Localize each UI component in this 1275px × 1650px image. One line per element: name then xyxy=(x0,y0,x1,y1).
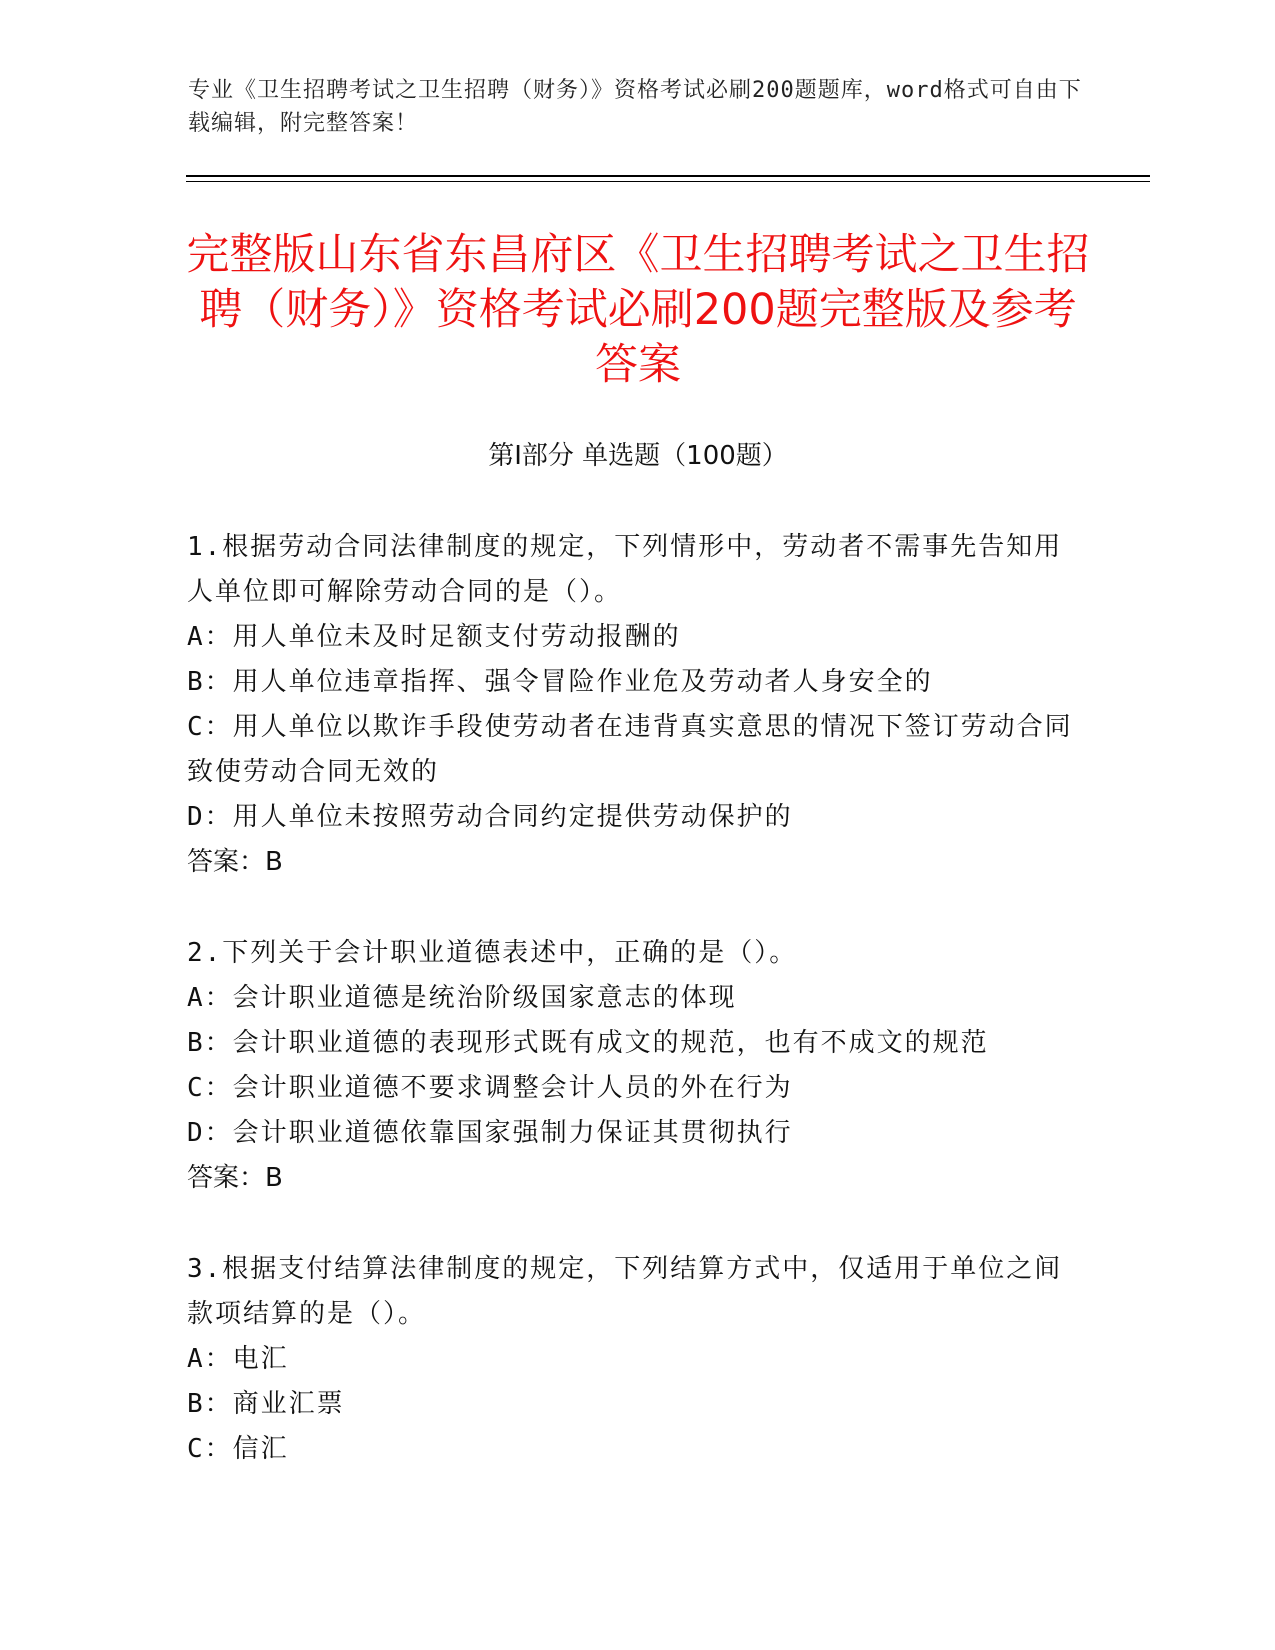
option-d: D：用人单位未按照劳动合同约定提供劳动保护的 xyxy=(187,802,793,832)
option-b: B：用人单位违章指挥、强令冒险作业危及劳动者人身安全的 xyxy=(187,667,933,697)
header-divider-thin xyxy=(186,181,1150,182)
header-divider-thick xyxy=(186,175,1150,177)
option-c: C：用人单位以欺诈手段使劳动者在违背真实意思的情况下签订劳动合同致使劳动合同无效的 xyxy=(187,712,1073,787)
header-note: 专业《卫生招聘考试之卫生招聘（财务）》资格考试必刷200题题库，word格式可自由下载编辑，附完整答案！ xyxy=(188,78,1082,136)
question-1 xyxy=(187,525,1077,885)
option-b: B：商业汇票 xyxy=(187,1389,345,1419)
option-a: A：用人单位未及时足额支付劳动报酬的 xyxy=(187,622,681,652)
option-a: A：会计职业道德是统治阶级国家意志的体现 xyxy=(187,983,737,1013)
question-2 xyxy=(187,931,1077,1201)
option-b: B：会计职业道德的表现形式既有成文的规范，也有不成文的规范 xyxy=(187,1028,989,1058)
question-3 xyxy=(187,1247,1077,1472)
option-d: D：会计职业道德依靠国家强制力保证其贯彻执行 xyxy=(187,1118,793,1148)
question-stem: 3.根据支付结算法律制度的规定，下列结算方式中，仅适用于单位之间款项结算的是（）。 xyxy=(187,1254,1063,1329)
question-stem: 2.下列关于会计职业道德表述中，正确的是（）。 xyxy=(187,938,798,968)
answer-line: 答案：B xyxy=(187,847,283,877)
option-a: A：电汇 xyxy=(187,1344,289,1374)
document-title: 完整版山东省东昌府区《卫生招聘考试之卫生招聘（财务）》资格考试必刷200题完整版及参考答案 xyxy=(186,230,1090,390)
question-stem: 1.根据劳动合同法律制度的规定，下列情形中，劳动者不需事先告知用人单位即可解除劳动合同的是（）。 xyxy=(187,532,1063,607)
option-c: C：会计职业道德不要求调整会计人员的外在行为 xyxy=(187,1073,793,1103)
question-list xyxy=(187,525,1077,1518)
option-c: C：信汇 xyxy=(187,1434,289,1464)
answer-line: 答案：B xyxy=(187,1163,283,1193)
section-heading: 第I部分 单选题（100题） xyxy=(488,441,788,471)
